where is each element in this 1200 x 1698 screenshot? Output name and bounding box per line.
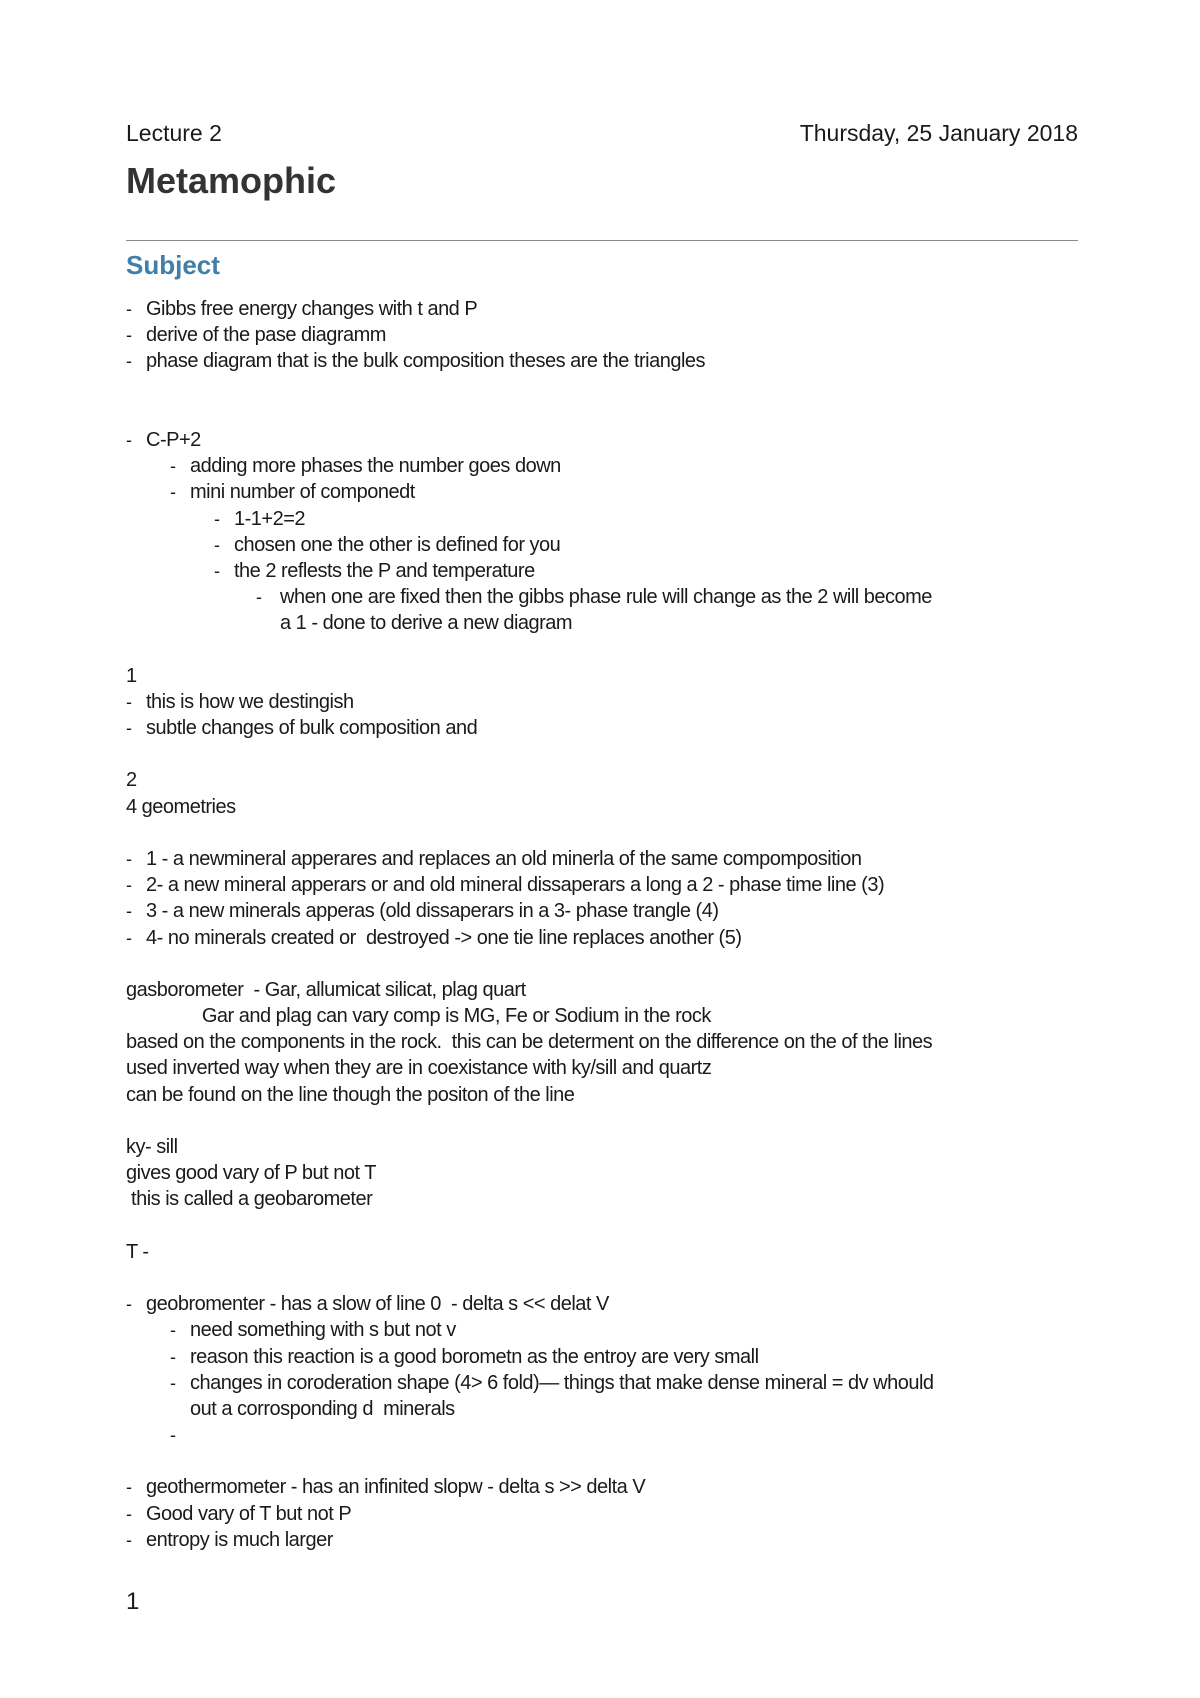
bullet-dash: -	[126, 351, 132, 372]
note-line	[126, 636, 1086, 662]
bullet-item	[126, 1291, 1086, 1317]
note-text: subtle changes of bulk composition and	[146, 717, 478, 739]
lecture-date: Thursday, 25 January 2018	[799, 120, 1078, 146]
note-line	[126, 977, 1086, 1003]
note-line	[126, 375, 1086, 401]
bullet-item	[126, 348, 1086, 374]
bullet-dash: -	[126, 1294, 132, 1315]
note-line	[126, 610, 1086, 636]
note-text: 4 geometries	[126, 795, 236, 818]
bullet-dash: -	[170, 1346, 176, 1367]
note-text: the 2 reflests the P and temperature	[234, 559, 535, 582]
note-text: Good vary of T but not P	[146, 1502, 352, 1525]
bullet-item	[126, 925, 1086, 951]
lecture-label: Lecture 2	[126, 120, 222, 146]
bullet-dash: -	[214, 508, 220, 529]
bullet-item	[126, 689, 1086, 715]
note-line	[126, 1239, 1086, 1265]
bullet-item	[126, 558, 1086, 584]
note-text: when one are fixed then the gibbs phase rule will change as the 2 will become	[280, 586, 932, 609]
note-line	[126, 1108, 1086, 1134]
bullet-item	[126, 1527, 1086, 1553]
bullet-item	[126, 872, 1086, 898]
bullet-item	[126, 506, 1086, 532]
note-line	[126, 1213, 1086, 1239]
note-line	[126, 1448, 1086, 1474]
note-text: 2- a new mineral apperars or and old mineral dissaperars a long a 2 - phase time line (3)	[146, 874, 885, 897]
page-title: Metamophic	[126, 160, 337, 201]
bullet-item	[126, 427, 1086, 453]
note-text: based on the components in the rock. this can be determent on the difference on the of the lines	[126, 1031, 933, 1054]
note-text: gives good vary of P but not T	[126, 1162, 376, 1185]
note-text: geothermometer - has an infinited slopw - delta s >> delta V	[146, 1476, 646, 1499]
note-text: 1 - a newmineral apperares and replaces an old minerla of the same compomposition	[146, 847, 862, 870]
bullet-dash: -	[170, 482, 176, 503]
bullet-dash: -	[126, 848, 132, 869]
note-line	[126, 1396, 1086, 1422]
note-text: ky- sill	[126, 1136, 178, 1158]
note-text: 3 - a new minerals apperas (old dissaperars in a 3- phase trangle (4)	[146, 900, 719, 923]
bullet-item	[126, 1501, 1086, 1527]
bullet-dash: -	[170, 1372, 176, 1393]
bullet-dash: -	[126, 901, 132, 922]
note-text: geobromenter - has a slow of line 0 - delta s << delat V	[146, 1293, 609, 1316]
bullet-item	[126, 1344, 1086, 1370]
bullet-item	[126, 1474, 1086, 1500]
note-text: entropy is much larger	[146, 1528, 333, 1551]
note-text: 2	[126, 769, 137, 792]
bullet-item	[126, 532, 1086, 558]
bullet-item	[126, 1317, 1086, 1343]
note-line	[126, 767, 1086, 793]
note-line	[126, 1055, 1086, 1081]
bullet-item	[126, 846, 1086, 872]
page-header	[126, 120, 1078, 150]
bullet-dash: -	[170, 1425, 176, 1446]
bullet-item	[126, 898, 1086, 924]
note-text: 1-1+2=2	[234, 507, 306, 530]
bullet-item	[126, 453, 1086, 479]
note-text: used inverted way when they are in coexistance with ky/sill and quartz	[126, 1057, 712, 1080]
page-number: 1	[126, 1588, 140, 1615]
bullet-dash: -	[214, 534, 220, 555]
note-text: this is called a geobarometer	[126, 1188, 373, 1211]
note-line	[126, 1003, 1086, 1029]
note-text: adding more phases the number goes down	[190, 455, 561, 478]
note-line	[126, 663, 1086, 689]
bullet-dash: -	[126, 718, 132, 738]
note-line	[126, 401, 1086, 427]
bullet-dash: -	[126, 1503, 132, 1524]
note-line	[126, 1186, 1086, 1212]
note-text: need something with s but not v	[190, 1319, 456, 1342]
note-line	[126, 820, 1086, 846]
bullet-dash: -	[126, 1477, 132, 1498]
note-text: can be found on the line though the positon of the line	[126, 1083, 575, 1106]
note-line	[126, 1265, 1086, 1291]
note-line	[126, 794, 1086, 820]
bullet-dash: -	[170, 456, 176, 477]
bullet-item	[126, 715, 1086, 741]
bullet-dash: -	[126, 927, 132, 948]
bullet-item	[126, 584, 1086, 610]
bullet-dash: -	[126, 429, 132, 450]
note-text: out a corrosponding d minerals	[190, 1397, 455, 1420]
header-divider	[126, 240, 1078, 241]
note-text: this is how we destingish	[146, 690, 354, 713]
bullet-dash: -	[170, 1320, 176, 1341]
note-line	[126, 1029, 1086, 1055]
note-text: phase diagram that is the bulk composition theses are the triangles	[146, 350, 706, 373]
note-text: changes in coroderation shape (4> 6 fold)— things that make dense mineral = dv whould	[190, 1371, 934, 1394]
bullet-dash: -	[256, 587, 262, 608]
note-text: reason this reaction is a good borometn as the entroy are very small	[190, 1345, 759, 1368]
note-line	[126, 1160, 1086, 1186]
bullet-dash: -	[126, 1529, 132, 1550]
bullet-dash: -	[126, 875, 132, 896]
note-line	[126, 1134, 1086, 1160]
note-text: T -	[126, 1240, 149, 1263]
bullet-item	[126, 479, 1086, 505]
note-text: Gibbs free energy changes with t and P	[146, 298, 478, 320]
bullet-item	[126, 296, 1086, 322]
bullet-dash: -	[126, 299, 132, 319]
bullet-item	[126, 322, 1086, 348]
section-heading: Subject	[126, 250, 220, 280]
bullet-dash: -	[214, 560, 220, 581]
note-text: a 1 - done to derive a new diagram	[280, 612, 573, 635]
note-line	[126, 741, 1086, 767]
note-text: chosen one the other is defined for you	[234, 533, 561, 556]
note-line	[126, 951, 1086, 977]
note-text: 1	[126, 664, 137, 687]
note-line	[126, 1082, 1086, 1108]
bullet-dash: -	[126, 325, 132, 346]
note-text: derive of the pase diagramm	[146, 324, 386, 347]
bullet-dash: -	[126, 691, 132, 712]
note-text: Gar and plag can vary comp is MG, Fe or Sodium in the rock	[126, 1005, 711, 1028]
note-text: 4- no minerals created or destroyed -> one tie line replaces another (5)	[146, 926, 742, 949]
bullet-item	[126, 1370, 1086, 1396]
note-text: C-P+2	[146, 428, 201, 451]
notes-body	[126, 296, 1086, 1553]
note-text: gasborometer - Gar, allumicat silicat, plag quart	[126, 978, 526, 1001]
bullet-item	[126, 1422, 1086, 1448]
note-text: mini number of componedt	[190, 481, 415, 504]
